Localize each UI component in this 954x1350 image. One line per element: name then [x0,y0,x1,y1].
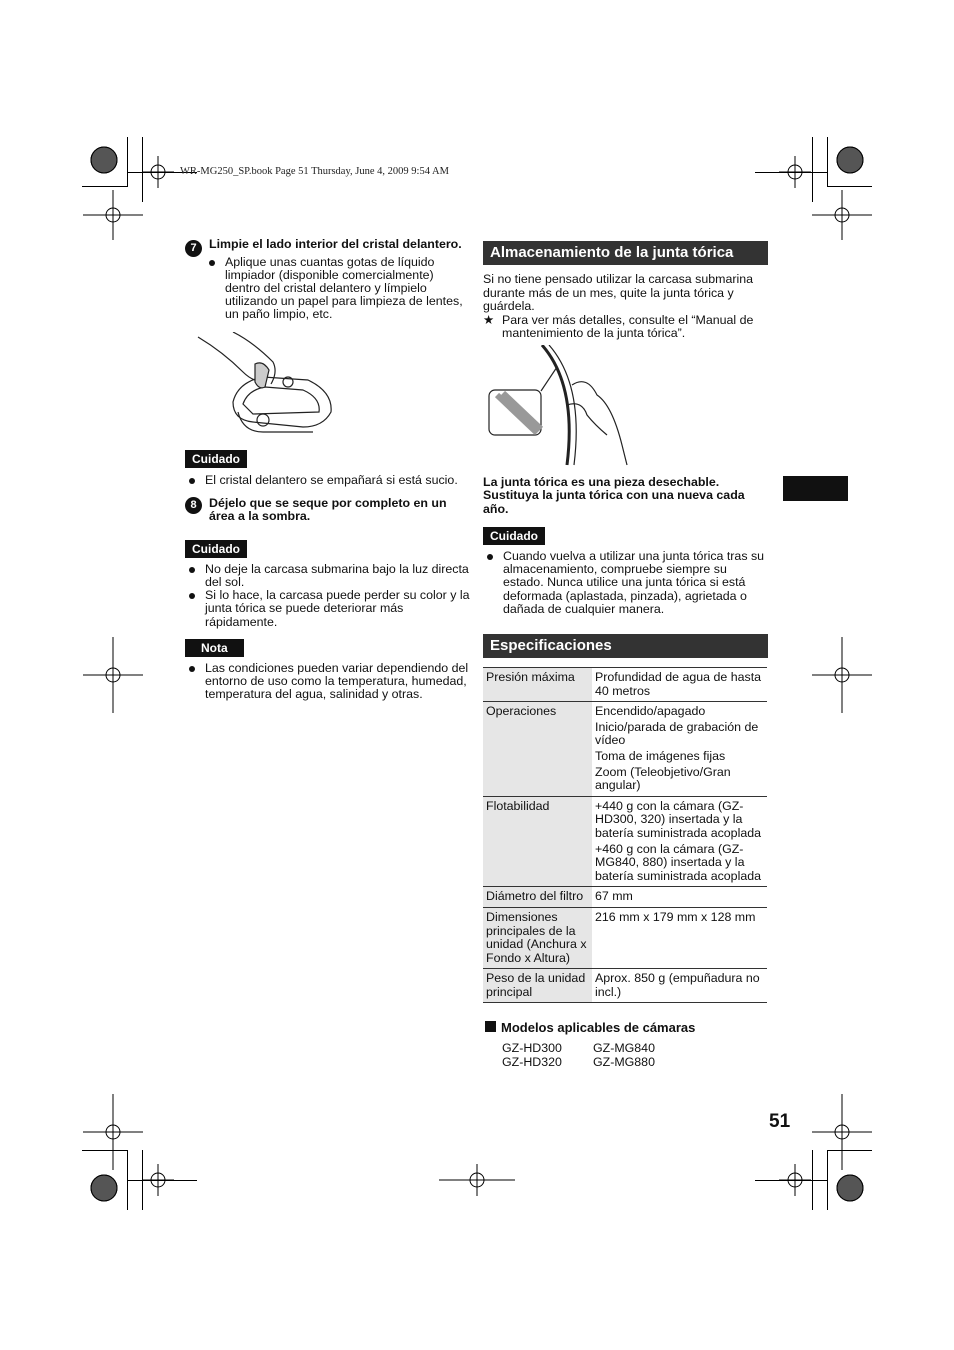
model-item: GZ-HD300 [502,1041,562,1056]
spec-key: Peso de la unidad principal [483,969,592,1003]
spec-key: Dimensiones principales de la unidad (Anchura x Fondo x Altura) [483,907,592,968]
spec-row [483,668,767,702]
spec-value-line: 216 mm x 179 mm x 128 mm [595,909,756,924]
specs-heading: Especificaciones [483,634,768,658]
spec-value-line: Aprox. 850 g (empuñadura no incl.) [595,971,760,999]
step-8-number: 8 [185,497,202,514]
cleaning-illustration [193,332,343,442]
spec-key: Presión máxima [483,668,592,702]
step-7 [185,238,470,252]
caution-1-item: El cristal delantero se empañará si está sucio. [185,474,470,487]
storage-paragraph: Si no tiene pensado utilizar la carcasa submarina durante más de un mes, quite la junta tórica y guárdela. [483,272,753,313]
note-label: Nota [185,639,244,657]
left-column [185,238,470,701]
spec-value [592,887,767,908]
spec-value-line: Profundidad de agua de hasta 40 metros [595,670,762,698]
spec-key: Flotabilidad [483,796,592,887]
spec-value-line: Encendido/apagado [595,704,706,719]
spec-value [592,668,767,702]
caution-2-item-2: Si lo hace, la carcasa puede perder su color y la junta tórica se puede deteriorar más rápidamente. [185,589,470,629]
spec-key: Operaciones [483,702,592,797]
storage-star-note: ★ Para ver más detalles, consulte el “Manual de mantenimiento de la junta tórica”. [483,312,754,340]
spec-value-line: Zoom (Teleobjetivo/Gran angular) [595,764,731,793]
o-ring-illustration [487,345,637,470]
step-7-number: 7 [185,240,202,257]
spec-value [592,702,767,797]
storage-heading: Almacenamiento de la junta tórica [483,241,768,265]
spec-row [483,969,767,1003]
step-7-title: Limpie el lado interior del cristal delantero. [209,237,462,251]
page-number: 51 [769,1111,791,1132]
spec-value-line: Inicio/parada de grabación de vídeo [595,719,759,748]
section-tab-marker [783,476,848,501]
square-bullet-icon [485,1021,496,1032]
caution-label-2: Cuidado [185,540,247,558]
models-list [483,1041,768,1069]
spec-key: Diámetro del filtro [483,887,592,908]
spec-value-line: +460 g con la cámara (GZ-MG840, 880) insertada y la batería suministrada acoplada [595,841,761,883]
step-8 [185,497,470,524]
step-7-bullet: Aplique unas cuantas gotas de líquido limpiador (disponible comercialmente) dentro del cristal delantero y límpielo utilizando un papel para limpieza de lentes, un paño limpio, etc. [205,256,470,322]
model-item: GZ-MG840 [593,1041,655,1056]
o-ring-bold-note: La junta tórica es una pieza desechable. Sustituya la junta tórica con una nueva cada año. [483,474,745,516]
specs-table [483,667,767,1003]
spec-value [592,969,767,1003]
storage-caution-item: Cuando vuelva a utilizar una junta tórica tras su almacenamiento, compruebe siempre su estado. Nunca utilice una junta tórica si está deformada (aplastada, pinzada), agrietada o dañada de cualquier manera. [483,550,768,616]
model-item: GZ-MG880 [593,1055,655,1070]
spec-value-line: Toma de imágenes fijas [595,748,726,763]
step-8-title: Déjelo que se seque por completo en un área a la sombra. [209,495,447,524]
spec-value-line: +440 g con la cámara (GZ-HD300, 320) insertada y la batería suministrada acoplada [595,798,761,840]
spec-value [592,907,767,968]
models-heading: Modelos aplicables de cámaras [483,1019,768,1037]
spec-row [483,796,767,887]
model-item: GZ-HD320 [502,1055,562,1070]
file-info-header: WR-MG250_SP.book Page 51 Thursday, June 4, 2009 9:54 AM [180,166,449,177]
spec-value-line: 67 mm [595,889,633,904]
right-column [483,241,768,1069]
note-item: Las condiciones pueden variar dependiendo del entorno de uso como la temperatura, humedad, temperatura del agua, salinidad y otras. [185,662,470,702]
caution-2-item-1: No deje la carcasa submarina bajo la luz directa del sol. [185,563,470,589]
spec-row [483,702,767,797]
spec-value [592,796,767,887]
caution-label-3: Cuidado [483,527,545,545]
spec-row [483,887,767,908]
caution-label-1: Cuidado [185,450,247,468]
spec-row [483,907,767,968]
